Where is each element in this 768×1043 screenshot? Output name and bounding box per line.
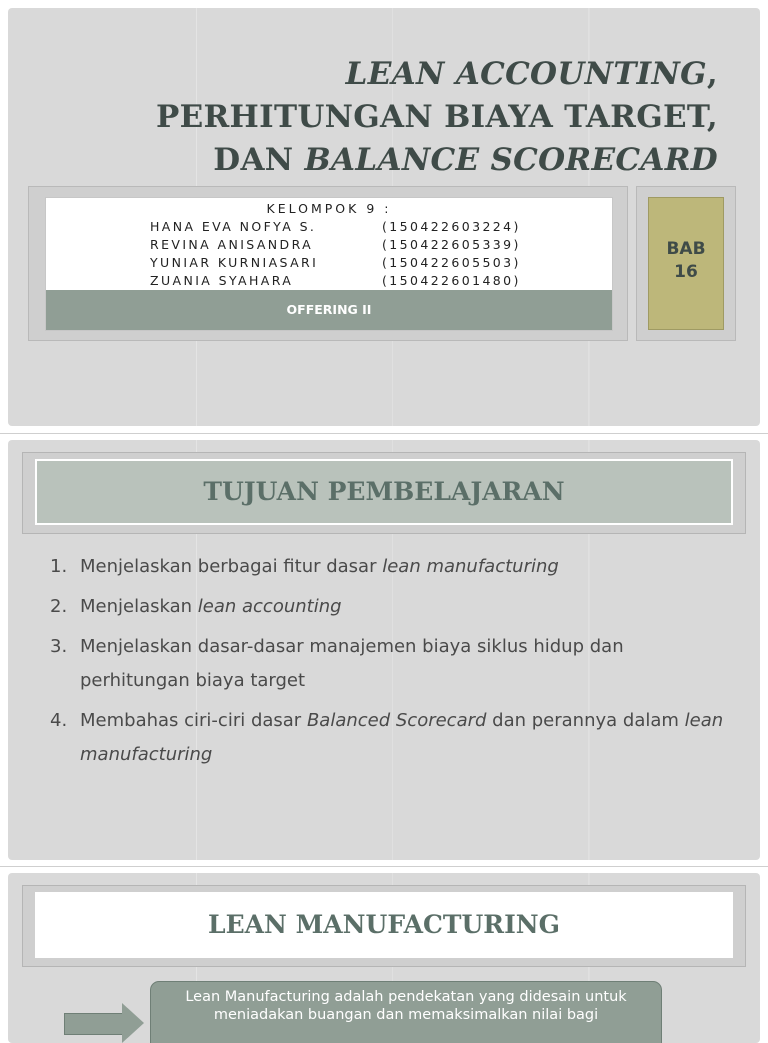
objectives-list — [50, 550, 730, 778]
slide-separator — [0, 866, 768, 867]
title-slide — [8, 8, 760, 426]
list-item: 2. Menjelaskan lean accounting — [50, 596, 342, 617]
title-line-2: PERHITUNGAN BIAYA TARGET, — [155, 99, 718, 135]
title-line-3: DAN BALANCE SCORECARD — [213, 142, 718, 178]
list-item: 3. Menjelaskan dasar-dasar manajemen biaya siklus hidup dan perhitungan biaya target — [50, 636, 624, 691]
list-item: 1. Menjelaskan berbagai fitur dasar lean manufacturing — [50, 556, 559, 577]
offering-bar: OFFERING II — [46, 290, 612, 330]
objectives-heading: TUJUAN PEMBELAJARAN — [35, 459, 733, 525]
member-row: YUNIAR KURNIASARI (150422605503) — [150, 255, 521, 270]
group-label: KELOMPOK 9 : — [266, 201, 392, 216]
group-info-inner — [45, 197, 613, 331]
definition-box: Lean Manufacturing adalah pendekatan yang didesain untuk meniadakan buangan dan memaksimalkan nilai bagi — [150, 981, 662, 1043]
list-item: 4. Membahas ciri-ciri dasar Balanced Scorecard dan perannya dalam lean manufacturing — [50, 710, 724, 765]
group-info-box — [28, 186, 628, 341]
bab-box — [636, 186, 736, 341]
objectives-slide — [8, 440, 760, 860]
objectives-heading-box — [22, 452, 746, 534]
slide-separator — [0, 433, 768, 434]
title-line-1: LEAN ACCOUNTING, — [345, 56, 718, 92]
lean-heading-box — [22, 885, 746, 967]
member-row: ZUANIA SYAHARA (150422601480) — [150, 273, 521, 288]
arrow-shape — [64, 1013, 126, 1035]
lean-heading: LEAN MANUFACTURING — [35, 892, 733, 958]
member-row: HANA EVA NOFYA S. (150422603224) — [150, 219, 521, 234]
arrow-right-icon — [122, 1003, 144, 1043]
lean-manufacturing-slide — [8, 873, 760, 1043]
member-row: REVINA ANISANDRA (150422605339) — [150, 237, 521, 252]
bab-badge: BAB 16 — [648, 197, 724, 330]
